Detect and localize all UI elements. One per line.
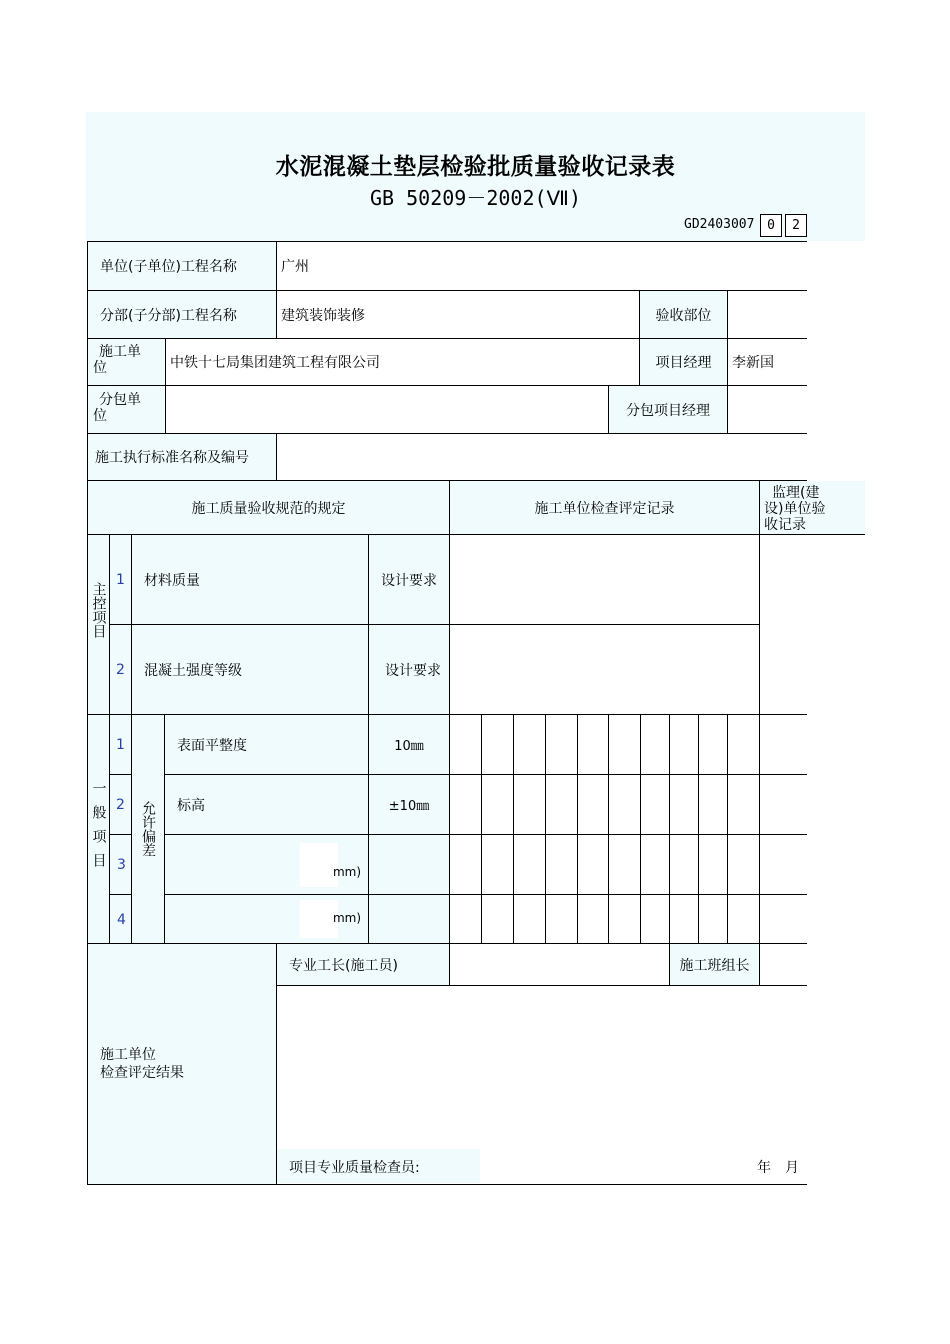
measurement-cell[interactable]	[641, 835, 670, 895]
sub-project-value[interactable]: 建筑装饰装修	[277, 291, 640, 339]
measurement-cell[interactable]	[450, 715, 482, 775]
main-item-name: 材料质量	[132, 535, 369, 625]
measurement-cell[interactable]	[450, 775, 482, 835]
main-items-group-label: 主控项目	[88, 535, 110, 715]
measurement-cell[interactable]	[578, 835, 609, 895]
measurement-cell[interactable]	[609, 715, 641, 775]
form-standard: GB 50209－2002(Ⅶ)	[370, 186, 581, 210]
general-item-tolerance[interactable]	[369, 895, 450, 944]
unit-name-label: 单位(子单位)工程名称	[88, 242, 277, 291]
measurement-cell[interactable]	[482, 895, 514, 944]
row-divider	[760, 774, 807, 775]
measurement-cell[interactable]	[609, 835, 641, 895]
general-item-number: 2	[110, 775, 132, 835]
date-label: 年 月	[757, 1160, 799, 1176]
measurement-cell[interactable]	[514, 715, 546, 775]
project-manager-label: 项目经理	[640, 339, 728, 386]
code-box-2[interactable]: 2	[785, 214, 807, 237]
team-leader-label: 施工班组长	[670, 944, 760, 986]
deviation-label: 允许偏差	[132, 715, 165, 944]
main-item-number: 1	[110, 535, 132, 625]
main-item-requirement: 设计要求	[369, 625, 450, 715]
spec-column-header: 施工质量验收规范的规定	[88, 481, 450, 535]
general-item-tolerance: ±10㎜	[369, 775, 450, 835]
measurement-cell[interactable]	[670, 895, 699, 944]
row-divider	[760, 834, 807, 835]
general-item-name: 表面平整度	[165, 715, 369, 775]
measurement-cell[interactable]	[670, 775, 699, 835]
measurement-cell[interactable]	[728, 775, 760, 835]
acceptance-part-label: 验收部位	[640, 291, 728, 339]
form-code: GD2403007	[684, 217, 755, 232]
result-content[interactable]	[277, 986, 807, 1185]
general-item-number: 3	[110, 835, 132, 895]
measurement-cell[interactable]	[482, 835, 514, 895]
measurement-cell[interactable]	[670, 715, 699, 775]
subcontractor-label: 分包单位	[88, 386, 166, 434]
measurement-cell[interactable]	[546, 715, 578, 775]
measurement-cell[interactable]	[514, 775, 546, 835]
measurement-cell[interactable]	[482, 775, 514, 835]
measurement-cell[interactable]	[699, 895, 728, 944]
sub-pm-value[interactable]	[728, 386, 807, 434]
main-items-supervision-record[interactable]	[760, 535, 807, 715]
project-manager-value[interactable]: 李新国	[728, 339, 807, 386]
measurement-cell[interactable]	[699, 835, 728, 895]
general-item-name: mm)	[165, 895, 369, 944]
general-item-number: 4	[110, 895, 132, 944]
exec-standard-value[interactable]	[277, 434, 807, 481]
sub-project-label: 分部(子分部)工程名称	[88, 291, 277, 339]
measurement-cell[interactable]	[641, 775, 670, 835]
measurement-cell[interactable]	[609, 775, 641, 835]
main-item-requirement: 设计要求	[369, 535, 450, 625]
general-item-tolerance: 10㎜	[369, 715, 450, 775]
form-title: 水泥混凝土垫层检验批质量验收记录表	[275, 154, 676, 180]
measurement-cell[interactable]	[578, 895, 609, 944]
measurement-cell[interactable]	[699, 775, 728, 835]
general-item-name: 标高	[165, 775, 369, 835]
general-items-supervision-record[interactable]	[760, 715, 807, 944]
measurement-cell[interactable]	[641, 895, 670, 944]
supervision-column-header: 监理(建设)单位验收记录	[760, 481, 865, 535]
measurement-cell[interactable]	[699, 715, 728, 775]
contractor-label: 施工单位	[88, 339, 166, 386]
measurement-cell[interactable]	[546, 835, 578, 895]
measurement-cell[interactable]	[578, 715, 609, 775]
row-divider	[760, 894, 807, 895]
general-item-name: mm)	[165, 835, 369, 895]
measurement-cell[interactable]	[546, 775, 578, 835]
result-label-line-2: 检查评定结果	[100, 1065, 184, 1081]
measurement-cell[interactable]	[578, 775, 609, 835]
measurement-cell[interactable]	[514, 895, 546, 944]
result-label-line-1: 施工单位	[100, 1047, 156, 1063]
foreman-value[interactable]	[450, 944, 670, 986]
measurement-cell[interactable]	[450, 895, 482, 944]
measurement-cell[interactable]	[728, 715, 760, 775]
foreman-label: 专业工长(施工员)	[277, 944, 450, 986]
team-leader-value[interactable]	[760, 944, 807, 986]
measurement-cell[interactable]	[609, 895, 641, 944]
measurement-cell[interactable]	[546, 895, 578, 944]
contractor-value[interactable]: 中铁十七局集团建筑工程有限公司	[166, 339, 640, 386]
measurement-cell[interactable]	[670, 835, 699, 895]
check-record-column-header: 施工单位检查评定记录	[450, 481, 760, 535]
exec-standard-label: 施工执行标准名称及编号	[88, 434, 277, 481]
general-item-number: 1	[110, 715, 132, 775]
measurement-cell[interactable]	[450, 835, 482, 895]
inspector-label: 项目专业质量检查员:	[289, 1160, 420, 1176]
main-item-number: 2	[110, 625, 132, 715]
general-item-tolerance[interactable]	[369, 835, 450, 895]
main-item-check-record[interactable]	[450, 535, 760, 625]
measurement-cell[interactable]	[482, 715, 514, 775]
measurement-cell[interactable]	[728, 895, 760, 944]
unit-name-value[interactable]: 广州	[277, 242, 807, 291]
measurement-cell[interactable]	[514, 835, 546, 895]
general-items-group-label: 一般项目	[88, 715, 110, 944]
code-box-1[interactable]: 0	[760, 214, 782, 237]
measurement-cell[interactable]	[728, 835, 760, 895]
subcontractor-value[interactable]	[166, 386, 609, 434]
measurement-cell[interactable]	[641, 715, 670, 775]
acceptance-part-value[interactable]	[728, 291, 807, 339]
sub-pm-label: 分包项目经理	[609, 386, 728, 434]
main-item-name: 混凝土强度等级	[132, 625, 369, 715]
main-item-check-record[interactable]	[450, 625, 760, 715]
result-label-cell	[88, 944, 277, 1185]
